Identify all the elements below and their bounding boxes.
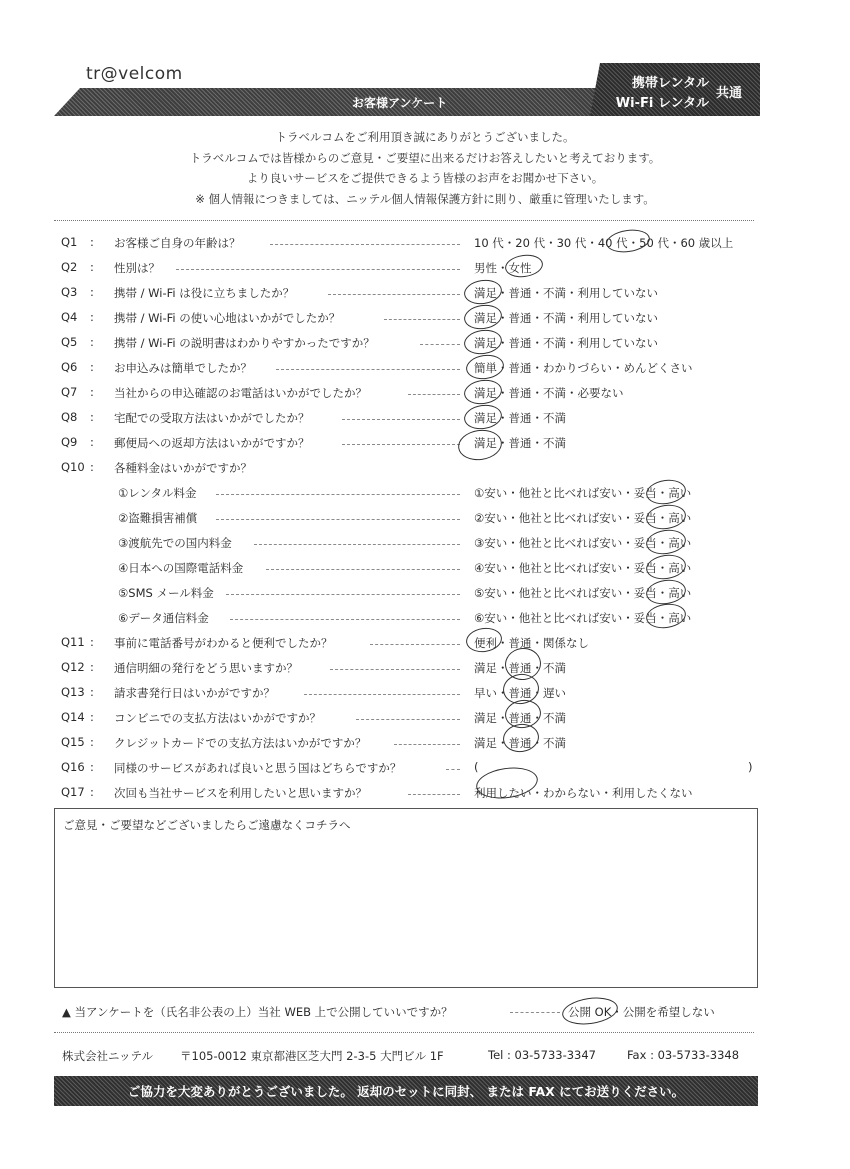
selection-circle <box>560 994 619 1028</box>
question-text: 通信明細の発行をどう思いますか？ <box>114 661 298 675</box>
question-number: Q15 <box>61 735 85 749</box>
question-number: Q12 <box>61 660 85 674</box>
answer-options[interactable]: 満足・普通・不満 <box>474 711 566 725</box>
fee-options[interactable]: ⑤安い・他社と比べれば安い・妥当・高い <box>474 586 692 600</box>
selection-circle <box>463 327 504 356</box>
question-colon: : <box>90 285 94 299</box>
fee-options[interactable]: ④安い・他社と比べれば安い・妥当・高い <box>474 561 692 575</box>
company-name: 株式会社ニッテル <box>62 1049 153 1063</box>
question-number: Q2 <box>61 260 78 274</box>
selection-circle <box>463 277 504 306</box>
selection-circle <box>645 552 688 581</box>
selection-circle <box>645 502 688 531</box>
leader-line <box>394 744 460 745</box>
travelcom-logo: tr@velcom <box>86 64 183 84</box>
question-number: Q6 <box>61 360 78 374</box>
leader-line <box>270 244 460 245</box>
leader-line <box>446 769 460 770</box>
question-text: お客様ご自身の年齢は？ <box>114 236 241 250</box>
leader-line <box>254 544 460 545</box>
question-text: 宅配での受取方法はいかがでしたか？ <box>114 411 310 425</box>
question-number: Q10 <box>61 460 85 474</box>
fee-label: ④日本への国際電話料金 <box>118 561 244 575</box>
intro-line: より良いサービスをご提供できるよう皆様のお声をお聞かせ下さい。 <box>246 171 604 185</box>
leader-line <box>420 344 460 345</box>
answer-options[interactable]: 利用したい・わからない・利用したくない <box>474 786 693 800</box>
answer-options[interactable]: 満足・普通・不満・必要ない <box>474 386 624 400</box>
thanks-message: ご協力を大変ありがとうございました。 返却のセットに同封、 または FAX にてお送りください。 <box>127 1084 685 1099</box>
question-colon: : <box>90 635 94 649</box>
selection-circle <box>463 402 504 431</box>
question-text: 次回も当社サービスを利用したいと思いますか？ <box>114 786 367 800</box>
leader-line <box>510 1012 560 1013</box>
leader-line <box>226 594 460 595</box>
question-text: 携帯 / Wi-Fi は役に立ちましたか？ <box>114 286 295 300</box>
question-colon: : <box>90 685 94 699</box>
question-colon: : <box>90 260 94 274</box>
selection-circle <box>645 577 688 606</box>
selection-circle <box>463 302 504 331</box>
fee-options[interactable]: ①安い・他社と比べれば安い・妥当・高い <box>474 486 692 500</box>
question-text: 当社からの申込確認のお電話はいかがでしたか？ <box>114 386 367 400</box>
question-text: 携帯 / Wi-Fi の説明書はわかりやすかったですか？ <box>114 336 375 350</box>
fee-label: ①レンタル料金 <box>118 486 197 500</box>
question-colon: : <box>90 710 94 724</box>
leader-line <box>356 719 460 720</box>
leader-line <box>216 494 460 495</box>
question-colon: : <box>90 660 94 674</box>
question-text: 同様のサービスがあれば良いと思う国はどちらですか？ <box>114 761 402 775</box>
question-number: Q9 <box>61 435 78 449</box>
question-colon: : <box>90 410 94 424</box>
question-text: 携帯 / Wi-Fi の使い心地はいかがでしたか？ <box>114 311 341 325</box>
divider <box>54 1032 754 1033</box>
country-close-paren: ) <box>748 760 753 774</box>
answer-options[interactable]: 簡単・普通・わかりづらい・めんどくさい <box>474 361 693 375</box>
fee-label: ⑤SMS メール料金 <box>118 586 214 600</box>
intro-text <box>0 127 850 209</box>
question-text: 請求書発行日はいかがですか？ <box>114 686 275 700</box>
question-text: クレジットカードでの支払方法はいかがですか？ <box>114 736 367 750</box>
publish-options[interactable]: 公開 OK・公開を希望しない <box>568 1005 715 1019</box>
leader-line <box>342 419 460 420</box>
leader-line <box>408 394 460 395</box>
question-colon: : <box>90 235 94 249</box>
answer-options[interactable]: 早い・普通・遅い <box>474 686 566 700</box>
answer-options[interactable]: 満足・普通・不満・利用していない <box>474 336 658 350</box>
fee-label: ②盗難損害補償 <box>118 511 198 525</box>
question-colon: : <box>90 360 94 374</box>
question-colon: : <box>90 335 94 349</box>
selection-circle <box>463 377 504 406</box>
question-colon: : <box>90 735 94 749</box>
question-text: 性別は？ <box>114 261 160 275</box>
publish-question: ▲ 当アンケートを（氏名非公表の上）当社 WEB 上で公開していいですか？ <box>62 1005 453 1019</box>
question-number: Q7 <box>61 385 78 399</box>
fee-label: ⑥データ通信料金 <box>118 611 209 625</box>
leader-line <box>370 644 460 645</box>
leader-line <box>304 694 460 695</box>
selection-circle <box>456 427 504 463</box>
country-open-paren: ( <box>474 760 479 774</box>
question-colon: : <box>90 460 94 474</box>
question-number: Q5 <box>61 335 78 349</box>
company-tel: Tel : 03-5733-3347 <box>488 1048 596 1062</box>
leader-line <box>342 444 460 445</box>
comment-label: ご意見・ご要望などございましたらご遠慮なくコチラへ <box>63 818 351 832</box>
leader-line <box>384 319 460 320</box>
answer-options[interactable]: 満足・普通・不満 <box>474 736 566 750</box>
service-mobile-rental: 携帯レンタル <box>631 76 709 91</box>
question-colon: : <box>90 785 94 799</box>
divider <box>54 220 754 221</box>
leader-line <box>276 369 460 370</box>
question-text: お申込みは簡単でしたか？ <box>114 361 252 375</box>
fee-options[interactable]: ⑥安い・他社と比べれば安い・妥当・高い <box>474 611 692 625</box>
intro-line: トラベルコムをご利用頂き誠にありがとうございました。 <box>275 130 575 144</box>
intro-line: ※ 個人情報につきましては、ニッテル個人情報保護方針に則り、厳重に管理いたします。 <box>195 191 655 206</box>
selection-circle <box>645 477 688 506</box>
selection-circle <box>645 601 688 630</box>
question-text: 郵便局への返却方法はいかがですか？ <box>114 436 310 450</box>
answer-options[interactable]: 満足・普通・不満・利用していない <box>474 286 658 300</box>
answer-options[interactable]: 満足・普通・不満・利用していない <box>474 311 658 325</box>
answer-options[interactable]: 10 代・20 代・30 代・40 代・50 代・60 歳以上 <box>474 236 734 250</box>
leader-line <box>230 619 460 620</box>
selection-circle <box>465 352 506 381</box>
answer-options[interactable]: 満足・普通・不満 <box>474 411 566 425</box>
company-fax: Fax : 03-5733-3348 <box>627 1048 740 1062</box>
comment-box[interactable] <box>54 808 758 988</box>
answer-options[interactable]: 男性・女性 <box>474 261 532 275</box>
question-number: Q1 <box>61 235 78 249</box>
selection-circle <box>645 527 688 556</box>
question-number: Q8 <box>61 410 78 424</box>
service-common-label: 共通 <box>716 86 743 101</box>
leader-line <box>328 294 460 295</box>
answer-options[interactable]: 満足・普通・不満 <box>474 436 566 450</box>
question-number: Q14 <box>61 710 85 724</box>
question-colon: : <box>90 385 94 399</box>
question-number: Q3 <box>61 285 78 299</box>
leader-line <box>176 269 460 270</box>
question-text: 事前に電話番号がわかると便利でしたか？ <box>114 636 333 650</box>
question-number: Q4 <box>61 310 78 324</box>
question-colon: : <box>90 310 94 324</box>
fee-options[interactable]: ③安い・他社と比べれば安い・妥当・高い <box>474 536 692 550</box>
company-address: 〒105-0012 東京都港区芝大門 2-3-5 大門ビル 1F <box>180 1049 444 1063</box>
question-number: Q16 <box>61 760 85 774</box>
question-number: Q13 <box>61 685 85 699</box>
question-text: 各種料金はいかがですか？ <box>114 461 252 475</box>
intro-line: トラベルコムでは皆様からのご意見・ご要望に出来るだけお答えしたいと考えております。 <box>189 150 661 165</box>
question-colon: : <box>90 760 94 774</box>
question-number: Q11 <box>61 635 85 649</box>
fee-options[interactable]: ②安い・他社と比べれば安い・妥当・高い <box>474 511 692 525</box>
leader-line <box>408 794 460 795</box>
leader-line <box>216 519 460 520</box>
question-number: Q17 <box>61 785 85 799</box>
answer-options[interactable]: 便利・普通・関係なし <box>474 636 589 650</box>
fee-label: ③渡航先での国内料金 <box>118 536 232 550</box>
survey-title: お客様アンケート <box>352 96 448 110</box>
question-text: コンビニでの支払方法はいかがですか？ <box>114 711 321 725</box>
answer-options[interactable]: 満足・普通・不満 <box>474 661 566 675</box>
service-wifi-rental: Wi-Fi レンタル <box>615 96 709 111</box>
question-colon: : <box>90 435 94 449</box>
leader-line <box>266 569 460 570</box>
leader-line <box>330 669 460 670</box>
